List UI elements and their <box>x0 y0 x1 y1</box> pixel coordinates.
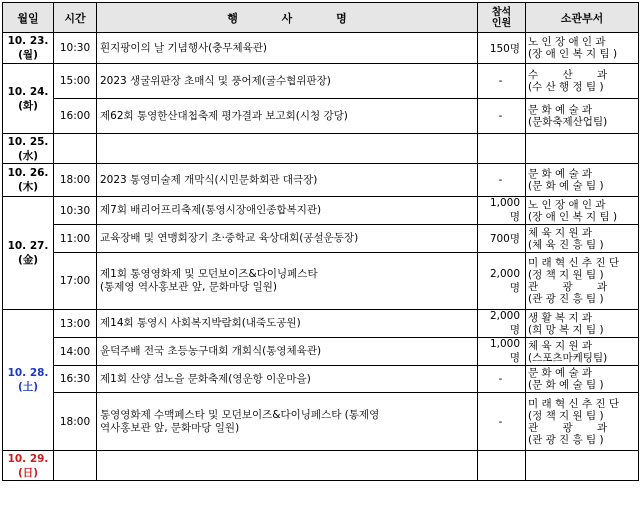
attendance-cell: - <box>478 99 526 134</box>
table-row <box>3 253 639 310</box>
table-row <box>3 99 639 134</box>
time-cell: 18:00 <box>54 164 97 197</box>
dept-team: (장 애 인 복 지 팀 ) <box>528 210 618 223</box>
weekday-label: (日) <box>17 466 39 479</box>
dept-team: (정 책 지 원 팀 ) <box>528 409 604 422</box>
date-label: 10. 29. <box>7 452 49 465</box>
table-row <box>3 164 639 197</box>
time-cell: 13:00 <box>54 310 97 338</box>
dept-team: (문 화 예 술 팀 ) <box>528 180 604 192</box>
event-cell: 윤덕주배 전국 초등농구대회 개회식(통영체육관) <box>97 338 478 366</box>
header-date: 월일 <box>3 3 54 33</box>
dept-cell <box>526 64 639 99</box>
dept-team: (스포츠마케팅팀) <box>528 351 608 364</box>
schedule-table <box>2 2 639 481</box>
event-cell: 2023 생굴위판장 초매식 및 풍어제(굴수협위판장) <box>97 64 478 99</box>
time-cell <box>54 134 97 164</box>
weekday-label: (월) <box>18 49 38 61</box>
date-label: 10. 26. <box>7 167 49 179</box>
dept-team: (관 광 진 흥 팀 ) <box>528 433 604 446</box>
dept-cell <box>526 197 639 225</box>
time-cell: 17:00 <box>54 253 97 310</box>
event-cell <box>97 393 478 451</box>
dept-line: 미 래 혁 신 추 진 단 <box>528 257 620 269</box>
attendance-cell: 2,000명 <box>478 310 526 338</box>
dept-line: 문 화 예 술 과 <box>528 367 593 379</box>
attendance-cell: 1,000명 <box>478 197 526 225</box>
header-time: 시간 <box>54 3 97 33</box>
date-label: 10. 28. <box>7 367 49 379</box>
event-cell: 제62회 통영한산대첩축제 평가결과 보고회(시청 강당) <box>97 99 478 134</box>
attendance-cell: 150명 <box>478 33 526 64</box>
attendance-cell: 700명 <box>478 225 526 253</box>
table-row <box>3 366 639 393</box>
time-cell: 10:30 <box>54 33 97 64</box>
dept-line: 생 활 복 지 과 <box>528 311 593 324</box>
dept-team: (수 산 행 정 팀 ) <box>528 81 604 93</box>
dept-line: 관 광 과 <box>528 421 608 434</box>
time-cell: 11:00 <box>54 225 97 253</box>
time-cell: 10:30 <box>54 197 97 225</box>
weekday-label: (土) <box>17 381 39 393</box>
date-cell <box>3 310 54 451</box>
date-cell <box>3 134 54 164</box>
dept-team: (장 애 인 복 지 팀 ) <box>528 48 618 60</box>
date-label: 10. 25. <box>7 135 49 148</box>
event-cell: 교육장배 및 연맹회장기 초·중학교 육상대회(공설운동장) <box>97 225 478 253</box>
table-row <box>3 338 639 366</box>
date-label: 10. 27. <box>7 240 49 252</box>
header-attendance-line2: 인원 <box>491 17 512 29</box>
dept-line: 문 화 예 술 과 <box>528 168 593 180</box>
time-cell: 16:30 <box>54 366 97 393</box>
weekday-label: (木) <box>17 181 39 193</box>
table-row <box>3 134 639 164</box>
header-row <box>3 3 639 33</box>
dept-cell <box>526 164 639 197</box>
dept-line: 체 육 지 원 과 <box>528 339 593 352</box>
header-attendance-line1: 참석 <box>491 6 512 18</box>
date-cell <box>3 451 54 481</box>
table-row <box>3 197 639 225</box>
weekday-label: (水) <box>17 149 39 162</box>
attendance-cell: - <box>478 64 526 99</box>
dept-line: 수 산 과 <box>528 69 608 81</box>
dept-cell <box>526 33 639 64</box>
attendance-cell: - <box>478 164 526 197</box>
event-cell <box>97 134 478 164</box>
dept-team: (문화축제산업팀) <box>528 116 608 128</box>
dept-cell <box>526 366 639 393</box>
event-line: (통제영 역사홍보관 앞, 문화마당 일원) <box>100 281 278 293</box>
date-label: 10. 24. <box>7 85 49 98</box>
date-cell <box>3 197 54 310</box>
event-cell: 제14회 통영시 사회복지박람회(내죽도공원) <box>97 310 478 338</box>
event-cell: 2023 통영미술제 개막식(시민문화회관 대극장) <box>97 164 478 197</box>
time-cell: 16:00 <box>54 99 97 134</box>
header-dept: 소관부서 <box>526 3 639 33</box>
time-cell <box>54 451 97 481</box>
event-cell <box>97 451 478 481</box>
date-cell <box>3 33 54 64</box>
dept-team: (희 망 복 지 팀 ) <box>528 323 604 336</box>
weekday-label: (金) <box>17 254 39 266</box>
dept-cell <box>526 225 639 253</box>
dept-line: 체 육 지 원 과 <box>528 226 593 239</box>
time-cell: 18:00 <box>54 393 97 451</box>
attendance-cell: - <box>478 366 526 393</box>
table-row <box>3 225 639 253</box>
dept-team: (정 책 지 원 팀 ) <box>528 269 604 281</box>
dept-cell <box>526 338 639 366</box>
attendance-cell: - <box>478 393 526 451</box>
event-cell: 제1회 산양 섬노을 문화축제(영운항 이운마을) <box>97 366 478 393</box>
attendance-cell <box>478 451 526 481</box>
dept-line: 노 인 장 애 인 과 <box>528 198 606 211</box>
event-line: 제1회 통영영화제 및 모던보이즈&다이닝페스타 <box>100 268 318 280</box>
table-row <box>3 310 639 338</box>
attendance-cell: 2,000명 <box>478 253 526 310</box>
dept-cell <box>526 253 639 310</box>
date-cell <box>3 64 54 134</box>
dept-team: (관 광 진 흥 팀 ) <box>528 293 604 305</box>
dept-line: 문 화 예 술 과 <box>528 104 593 116</box>
attendance-cell <box>478 134 526 164</box>
weekday-label: (화) <box>18 99 38 112</box>
time-cell: 14:00 <box>54 338 97 366</box>
dept-cell <box>526 99 639 134</box>
table-row <box>3 33 639 64</box>
table-row <box>3 451 639 481</box>
event-cell <box>97 253 478 310</box>
event-cell: 흰지팡이의 날 기념행사(충무체육관) <box>97 33 478 64</box>
dept-cell <box>526 393 639 451</box>
dept-team: (문 화 예 술 팀 ) <box>528 379 604 391</box>
event-line: 역사홍보관 앞, 문화마당 일원) <box>100 421 240 434</box>
dept-cell <box>526 451 639 481</box>
table-row <box>3 64 639 99</box>
table-row <box>3 393 639 451</box>
date-label: 10. 23. <box>7 35 49 47</box>
event-cell: 제7회 배리어프리축제(통영시장애인종합복지관) <box>97 197 478 225</box>
header-attendance <box>478 3 526 33</box>
dept-line: 미 래 혁 신 추 진 단 <box>528 397 620 410</box>
attendance-cell: 1,000명 <box>478 338 526 366</box>
dept-line: 관 광 과 <box>528 281 608 293</box>
event-line: 통영영화제 수맥페스타 및 모던보이즈&다이닝페스타 (통제영 <box>100 408 380 421</box>
dept-team: (체 육 진 흥 팀 ) <box>528 238 604 251</box>
dept-cell <box>526 310 639 338</box>
header-event: 행 사 명 <box>97 3 478 33</box>
dept-line: 노 인 장 애 인 과 <box>528 36 606 48</box>
date-cell <box>3 164 54 197</box>
time-cell: 15:00 <box>54 64 97 99</box>
dept-cell <box>526 134 639 164</box>
